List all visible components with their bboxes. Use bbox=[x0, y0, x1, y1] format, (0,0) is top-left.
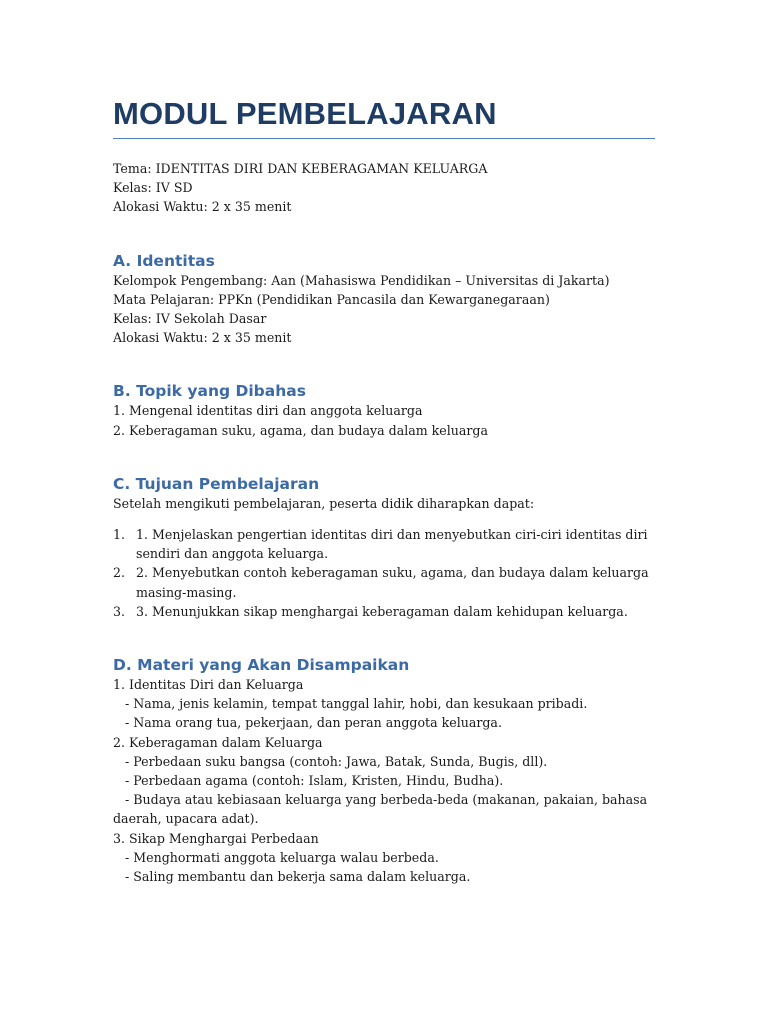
section-materi bbox=[113, 655, 655, 886]
materi-line: - Perbedaan suku bangsa (contoh: Jawa, Batak, Sunda, Bugis, dll). bbox=[113, 753, 548, 769]
document-meta bbox=[113, 159, 655, 217]
list-number: 2. bbox=[113, 565, 126, 581]
section-heading: A. Identitas bbox=[113, 251, 215, 270]
materi-line: - Saling membantu dan bekerja sama dalam keluarga. bbox=[113, 869, 471, 885]
section-heading: B. Topik yang Dibahas bbox=[113, 382, 306, 401]
section-identitas bbox=[113, 251, 655, 348]
materi-line: 2. Keberagaman dalam Keluarga bbox=[113, 734, 323, 750]
materi-line: - Nama orang tua, pekerjaan, dan peran anggota keluarga. bbox=[113, 715, 502, 731]
meta-kelas: Kelas: IV SD bbox=[113, 180, 193, 196]
meta-alokasi-waktu: Alokasi Waktu: 2 x 35 menit bbox=[113, 199, 292, 215]
identitas-line: Mata Pelajaran: PPKn (Pendidikan Pancasila dan Kewarganegaraan) bbox=[113, 291, 550, 307]
materi-line: 3. Sikap Menghargai Perbedaan bbox=[113, 830, 319, 846]
materi-line: 1. Identitas Diri dan Keluarga bbox=[113, 677, 304, 693]
materi-line: - Budaya atau kebiasaan keluarga yang berbeda-beda (makanan, pakaian, bahasa daerah, upacara adat). bbox=[113, 792, 652, 827]
tujuan-intro: Setelah mengikuti pembelajaran, peserta didik diharapkan dapat: bbox=[113, 495, 535, 511]
meta-tema: Tema: IDENTITAS DIRI DAN KEBERAGAMAN KELUARGA bbox=[113, 161, 488, 176]
list-number: 3. bbox=[113, 603, 126, 619]
list-text: 2. Menyebutkan contoh keberagaman suku, agama, dan budaya dalam keluarga masing-masing. bbox=[136, 565, 649, 600]
document-title: MODUL PEMBELAJARAN bbox=[113, 96, 655, 139]
section-tujuan bbox=[113, 474, 655, 621]
topik-line: 1. Mengenal identitas diri dan anggota keluarga bbox=[113, 403, 423, 419]
section-heading: D. Materi yang Akan Disampaikan bbox=[113, 656, 410, 675]
list-number: 1. bbox=[113, 527, 126, 543]
list-text: 1. Menjelaskan pengertian identitas diri dan menyebutkan ciri-ciri identitas diri sendiri dan anggota keluarga. bbox=[136, 527, 648, 562]
identitas-line: Kelas: IV Sekolah Dasar bbox=[113, 311, 267, 327]
identitas-line: Kelompok Pengembang: Aan (Mahasiswa Pendidikan – Universitas di Jakarta) bbox=[113, 272, 610, 288]
list-item bbox=[113, 563, 655, 601]
materi-line: - Perbedaan agama (contoh: Islam, Kristen, Hindu, Budha). bbox=[113, 773, 504, 789]
identitas-line: Alokasi Waktu: 2 x 35 menit bbox=[113, 330, 292, 346]
tujuan-list bbox=[113, 525, 655, 621]
materi-line: - Menghormati anggota keluarga walau berbeda. bbox=[113, 849, 439, 865]
list-text: 3. Menunjukkan sikap menghargai keberagaman dalam kehidupan keluarga. bbox=[136, 603, 628, 619]
list-item bbox=[113, 525, 655, 563]
section-topik bbox=[113, 381, 655, 439]
section-heading: C. Tujuan Pembelajaran bbox=[113, 474, 320, 493]
materi-line: - Nama, jenis kelamin, tempat tanggal lahir, hobi, dan kesukaan pribadi. bbox=[113, 696, 588, 712]
topik-line: 2. Keberagaman suku, agama, dan budaya dalam keluarga bbox=[113, 422, 489, 438]
list-item bbox=[113, 602, 655, 621]
